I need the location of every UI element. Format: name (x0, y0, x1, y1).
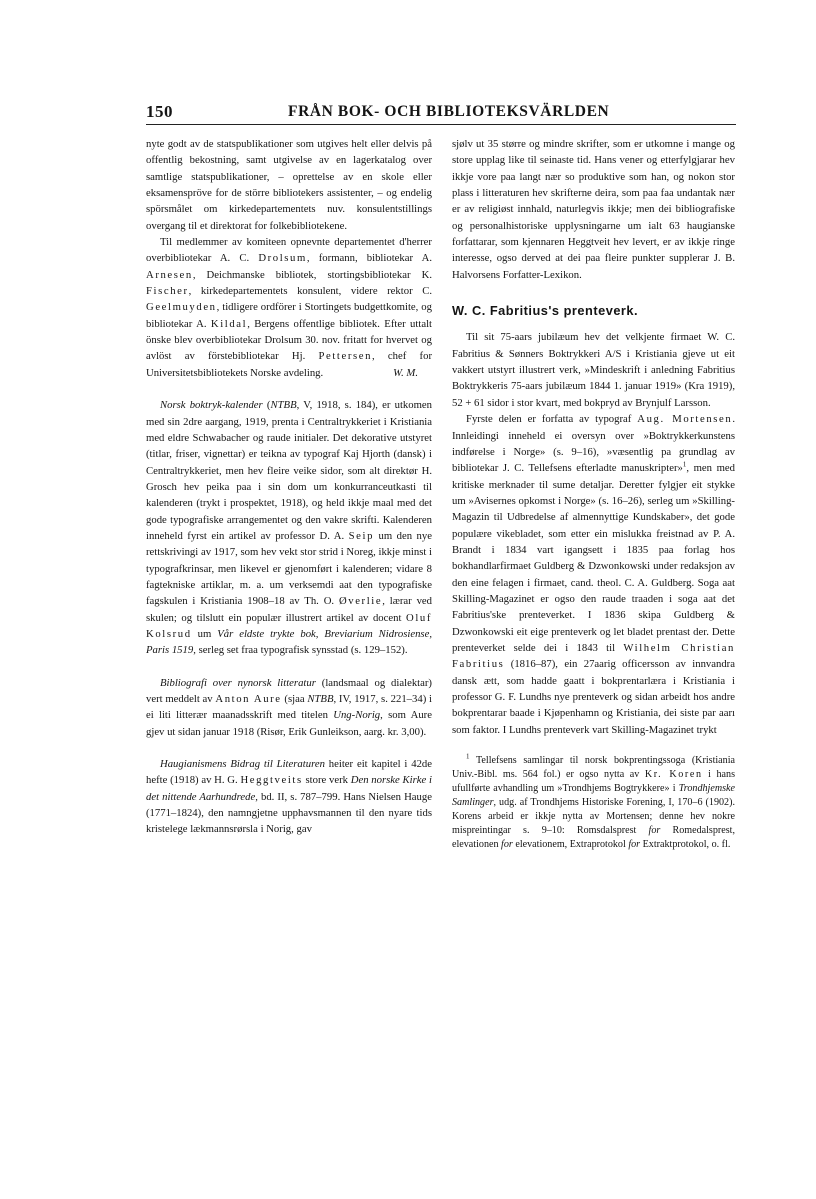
paragraph-jubilee: Til sit 75-aars jubilæum hev det velkjente firmaet W. C. Fabritius & Sønners Boktrykkeri A/S i Kristiania gjeve ut eit vakkert utstyrt illustrert verk, »Mindeskrift i anledning Fabritius Boktrykkeris 75-aars jubilæum 1844 1. januar 1919» (Kra 1919), 52 + 61 sidor i stor kvart, med bokpryd av Brynjulf Larsson. (452, 331, 735, 409)
page-number: 150 (146, 102, 173, 121)
left-column (146, 136, 432, 838)
author-signature: W. M. (393, 366, 418, 379)
footnote: $^1$ Tellefsens samlingar til norsk bokprentingssoga (Kristiania Univ.-Bibl. ms. 564 fol.) er ogso nytta av Kr. Koren i hans ufullførte avhandling um »Trondhjems Bogtrykkere» i Trondhjemske Samlinger, udg. af Trondhjems Historiske Forening, I, 170–6 (1902). Korens arbeid er ikkje nytta av Mortensen; denne hev nokre mispreintingar s. 9–10: Romsdalsprest for Romedalsprest, elevationen for elevationem, Extraprotokol for Extraktprotokol, o. fl. (452, 752, 736, 851)
section-heading: W. C. Fabritius's prenteverk. (452, 303, 639, 319)
right-column (452, 136, 735, 852)
paragraph-committee-members: Til medlemmer av komiteen opnevnte departementet d'herrer overbibliotekar A. C. Drolsum, formann, bibliotekar A. Arnesen, Deichmanske bibliotek, stortingsbibliotekar K. Fischer, kirkedepartementets konsulent, videre rektor C. Geelmuyden, tidligere ordförer i Stortingets budgettkomite, og bibliotekar A. Kildal, Bergens offentlige bibliotek. Efter uttalt önske blev overbibliotekar Drolsum 30. nov. fritatt for hvervet og avlöst av förstebibliotekar Hj. Pettersen, chef for Universitetsbibliotekets Norske avdeling. W. M. (146, 234, 432, 381)
paragraph-nynorsk-bibliografi: Bibliografi over nynorsk litteratur (landsmaal og dialektar) vert meddelt av Anton Aure (sjaa NTBB, IV, 1917, s. 221–34) i ei liti litterær maanadsskrift med titelen Ung-Norig, som Aure gjev ut sidan januar 1918 (Risør, Erik Gunleikson, aarg. kr. 3,00). (146, 676, 432, 738)
footnote-reference: 1 (682, 460, 687, 469)
page-header (146, 102, 738, 122)
paragraph-committee-tasks: nyte godt av de statspublikationer som utgives helt eller delvis på offentlig bekostning, samt utgivelse av en lagerkatalog over samtlige statspublikationer, – oprettelse av en skole eller eksamenspröve for de större bibliotekers assistenter, – og endelig spörsmålet om kirkedepartementets nuv. konsulentstillings overgang til et direktorat for folkebibliotekene. (146, 138, 432, 232)
paragraph-mortensen: Fyrste delen er forfatta av typograf Aug. Mortensen. Innleidingi inneheld ei oversyn over »Boktrykkerkunstens indførelse i Norge» (s. 9–16), »væsentlig pa grundlag av bibliotekar J. C. Tellefsens efterladte manuskripter»$^1$, men med kritiske merknader til sume detaljar. Deretter fylgjer eit stykke um »Avisernes opkomst i Norge» (s. 16–26), serleg um »Skilling-Magazin til Udbredelse af almennyttige Kundskaber», det gode populære vikebladet, som etter ein mislukka freistnad av P. A. Brandt i 1834 vart igangsett i 1835 paa forlag hos bokhandlarfirmaet Guldberg & Dzwonkowski under redaksjon av den eine felagen i firmaet, cand. theol. C. A. Guldberg. Soga aat Skilling-Magazinet er ogso den raude traaden i soga aat det Fabritius'ske prenteverket. I 1836 skipa Guldberg & Dzwonkowski eit eige prenteverk og let bladet prentast der. Dette prenteverket selde dei i 1843 til Wilhelm Christian Fabritius (1816–87), ein 27aarig officersson av innvandra dansk ætt, som hadde gaatt i bokprentarlæra i Kristiania i professor G. F. Lundhs nye prenteverk og sidan arbeidt hos andre bokprentarar baade i Kjøpenhamn og Kristiania, dei siste par aarı som faktor. I Lundhs prenteverk vart Skilling-Magazinet trykt (452, 413, 735, 736)
running-title: FRÅN BOK- OCH BIBLIOTEKSVÄRLDEN (288, 103, 610, 120)
paragraph-boktryk-kalender: Norsk boktryk-kalender (NTBB, V, 1918, s. 184), er utkomen med sin 2dre aargang, 1919, prenta i Centraltrykkeriet i Kristiania med eldre Schwabacher og raude initialer. Det dekorative utstyret (titlar, friser, vignettar) er teikna av typograf Kaj Hjorth (dansk) i Centraltrykkeriet, men hev fleire veike sidor, som alt direktør H. Grosch hev peika paa i sin dom um konkurranceutkasti til kalenderen (trykt i prospektet, 1918), og held ikkje maal med det gode typografiske arrangementet og den vakre skrifti. Kalenderen inneheld fyrst ein artikel av professor D. A. Seip um den nye rettskrivingi av 1917, som hev vekt stor strid i Noreg, ikkje minst i typografkrinsar, men likevel er gjenomført i kalenderen; vidare 8 fagtekniske artiklar, m. a. um verksemdi aat den typografiske fagskulen i Kristiania 1908–18 av Th. O. Øverlie, lærar ved skulen; og tilslutt ein populær illustrert artikel av docent Oluf Kolsrud um Vår eldste trykte bok, Breviarium Nidrosiense, Paris 1519, serleg set fraa typografisk synsstad (s. 129–152). (146, 399, 433, 657)
header-rule (146, 124, 736, 125)
paragraph-haugianismens-bidrag: Haugianismens Bidrag til Literaturen heiter eit kapitel i 42de hefte (1918) av H. G. Heggtveits store verk Den norske Kirke i det nittende Aarhundrede, bd. II, s. 787–799. Hans Nielsen Hauge (1771–1824), den namngjetne upphavsmannen til den nyare tids kristelege lækmannsrørsla i Norig, gav (146, 758, 433, 836)
paragraph-haugianismens-continued: sjølv ut 35 større og mindre skrifter, som er utkomne i mange og store upplag like til seinaste tid. Hans vener og etterfylgjarar hev ikkje vore paa langt nær so produktive som han, og nokon stor plass i litteraturen hev skrifterne deira, som paa faa undantak nær er av religiøst innhald, naturlegvis ikkje; men dei bibliografiske og personalhistoriske upplysningarne um ialt 63 haugianske forfattarar, som kjennaren Heggtveit hev levert, er av ikkje ringe interesse, ogso derved at dei paa fleire punkter supplerar J. B. Halvorsens Forfatter-Lexikon. (452, 138, 735, 281)
